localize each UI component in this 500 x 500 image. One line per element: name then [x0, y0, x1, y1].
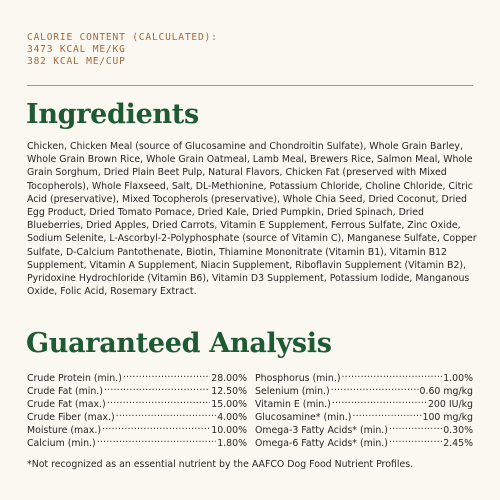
nutrient-value: 0.60 mg/kg	[419, 386, 473, 398]
nutrient-value: 28.00%	[211, 373, 247, 384]
nutrient-name: Crude Protein (min.)	[27, 373, 122, 384]
analysis-row	[27, 384, 247, 397]
nutrient-name: Crude Fiber (max.)	[27, 412, 115, 424]
nutrient-name: Phosphorus (min.)	[255, 373, 341, 384]
analysis-row	[255, 371, 473, 384]
aafco-footnote: *Not recognized as an essential nutrient by the AAFCO Dog Food Nutrient Profiles.	[27, 459, 414, 470]
calorie-per-cup: 382 KCAL ME/CUP	[27, 56, 126, 67]
analysis-row	[255, 410, 473, 423]
nutrient-value: 1.80%	[217, 438, 247, 450]
leader-dots	[123, 371, 210, 381]
leader-dots	[389, 436, 442, 446]
analysis-row	[27, 436, 247, 449]
nutrient-value: 2.45%	[443, 438, 473, 450]
nutrient-name: Moisture (max.)	[27, 425, 102, 437]
nutrient-name: Crude Fat (max.)	[27, 399, 106, 411]
leader-dots	[116, 410, 217, 420]
nutrient-value: 1.00%	[443, 373, 473, 384]
leader-dots	[104, 384, 210, 394]
analysis-left-column	[27, 371, 247, 450]
nutrient-value: 10.00%	[211, 425, 247, 437]
leader-dots	[332, 397, 427, 407]
nutrient-name: Glucosamine* (min.)	[255, 412, 352, 424]
guaranteed-analysis-heading: Guaranteed Analysis	[26, 328, 332, 359]
section-divider	[27, 85, 473, 86]
leader-dots	[97, 436, 217, 446]
nutrient-name: Selenium (min.)	[255, 386, 330, 398]
leader-dots	[389, 423, 442, 433]
nutrient-value: 0.30%	[443, 425, 473, 437]
analysis-row	[27, 371, 247, 384]
analysis-row	[27, 397, 247, 410]
nutrient-name: Vitamin E (min.)	[255, 399, 331, 411]
ingredients-list: Chicken, Chicken Meal (source of Glucosamine and Chondroitin Sulfate), Whole Grain Barley, Whole Grain Brown Rice, Whole Grain Oatmeal, Lamb Meal, Brewers Rice, Salmon Meal, Whole Grain Sorghum, Dried Plain Beet Pulp, Natural Flavors, Chicken Fat (preserved with Mixed Tocopherols), Whole Flaxseed, Salt, DL-Methionine, Potassium Chloride, Choline Chloride, Citric Acid (preservative), Mixed Tocopherols (preservative), Whole Chia Seed, Dried Coconut, Dried Egg Product, Dried Tomato Pomace, Dried Kale, Dried Pumpkin, Dried Spinach, Dried Blueberries, Dried Apples, Dried Carrots, Vitamin E Supplement, Ferrous Sulfate, Zinc Oxide, Sodium Selenite, L-Ascorbyl-2-Polyphosphate (source of Vitamin C), Manganese Sulfate, Copper Sulfate, D-Calcium Pantothenate, Biotin, Thiamine Mononitrate (Vitamin B1), Vitamin B12 Supplement, Vitamin A Supplement, Niacin Supplement, Riboflavin Supplement (Vitamin B2), Pyridoxine Hydrochloride (Vitamin B6), Vitamin D3 Supplement, Potassium Iodide, Manganous Oxide, Folic Acid, Rosemary Extract.	[27, 141, 477, 298]
analysis-right-column	[255, 371, 473, 450]
leader-dots	[102, 423, 210, 433]
nutrient-name: Crude Fat (min.)	[27, 386, 103, 398]
analysis-row	[255, 436, 473, 449]
leader-dots	[331, 384, 419, 394]
nutrient-value: 12.50%	[211, 386, 247, 398]
analysis-row	[27, 423, 247, 436]
ingredients-heading: Ingredients	[26, 99, 199, 130]
leader-dots	[107, 397, 211, 407]
analysis-row	[27, 410, 247, 423]
nutrient-value: 4.00%	[217, 412, 247, 424]
calorie-content	[27, 32, 218, 68]
nutrient-name: Omega-3 Fatty Acids* (min.)	[255, 425, 388, 437]
nutrient-value: 100 mg/kg	[422, 412, 473, 424]
nutrient-name: Calcium (min.)	[27, 438, 96, 450]
analysis-row	[255, 423, 473, 436]
leader-dots	[352, 410, 421, 420]
nutrient-name: Omega-6 Fatty Acids* (min.)	[255, 438, 388, 450]
leader-dots	[341, 371, 442, 381]
analysis-row	[255, 384, 473, 397]
nutrient-value: 200 IU/kg	[427, 399, 473, 411]
nutrient-value: 15.00%	[211, 399, 247, 411]
analysis-row	[255, 397, 473, 410]
calorie-heading: CALORIE CONTENT (CALCULATED):	[27, 32, 218, 43]
calorie-per-kg: 3473 KCAL ME/KG	[27, 44, 126, 55]
